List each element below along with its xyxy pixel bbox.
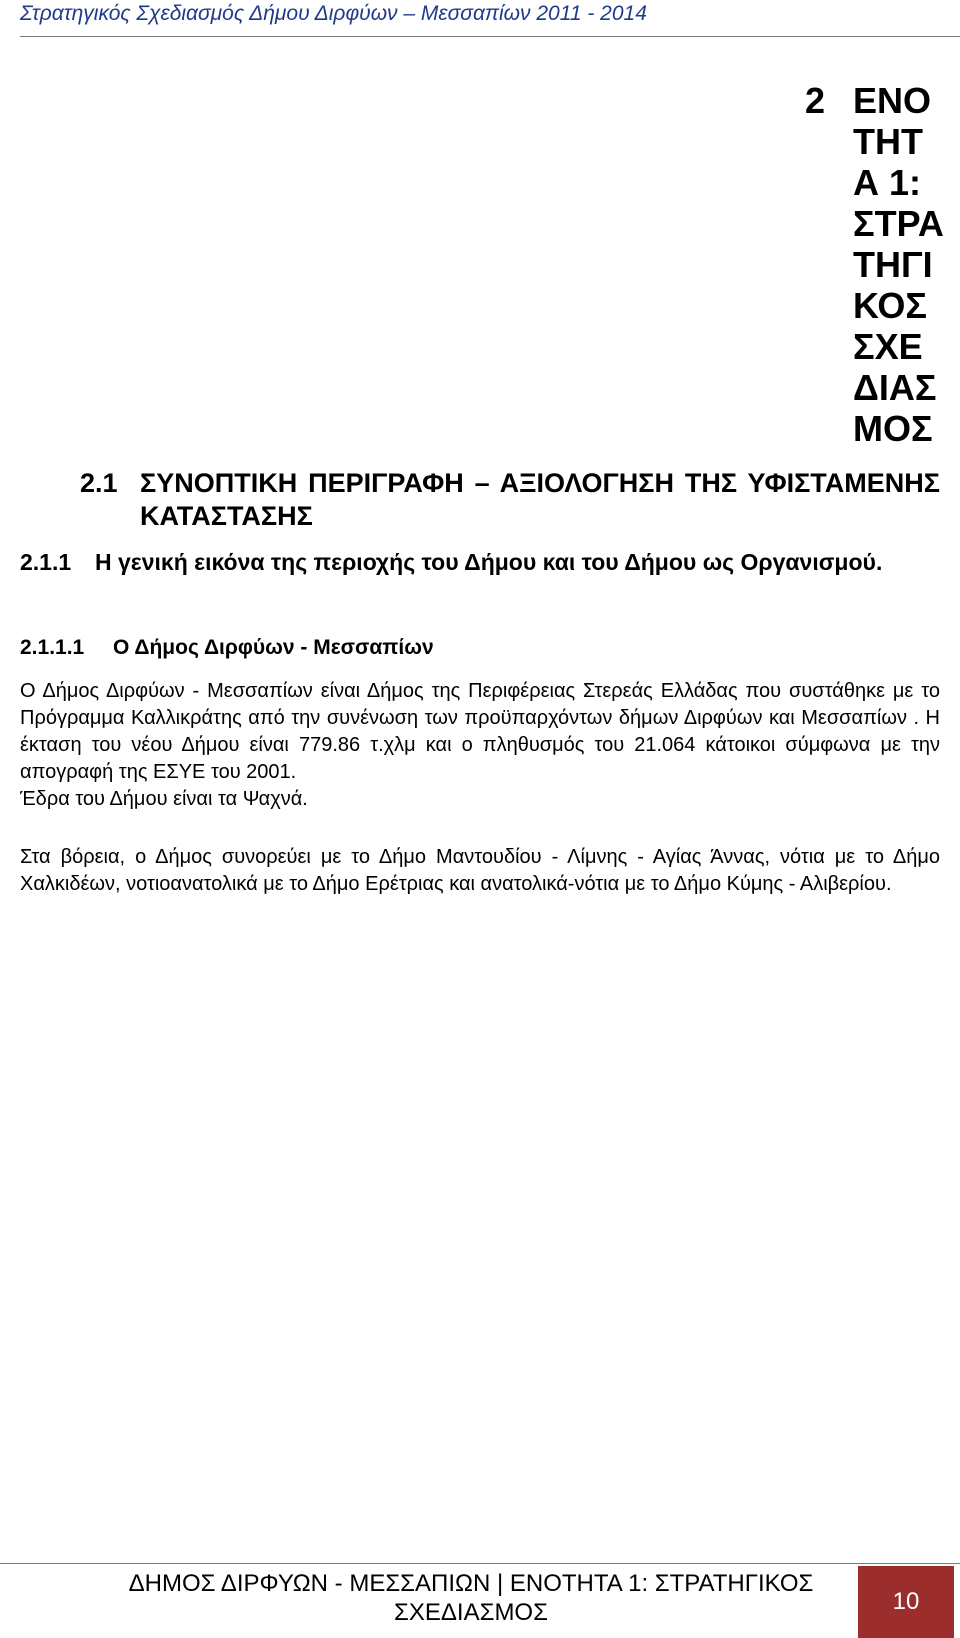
chapter-title-line: ΔΙΑΣ	[853, 367, 937, 408]
section-number: 2.1	[80, 468, 118, 498]
section-number: 2.1.1	[20, 549, 72, 575]
section-title: ΣΥΝΟΠΤΙΚΗ ΠΕΡΙΓΡΑΦΗ – ΑΞΙΟΛΟΓΗΣΗ ΤΗΣ ΥΦΙΣΤΑΜΕΝΗΣ ΚΑΤΑΣΤΑΣΗΣ	[140, 468, 940, 531]
chapter-title-line: ΜΟΣ	[853, 408, 933, 449]
chapter-title-line: ΤΗΤ	[853, 121, 923, 162]
section-title: Ο Δήμος Διρφύων - Μεσσαπίων	[113, 636, 434, 659]
paragraph-borders: Στα βόρεια, ο Δήμος συνορεύει με το Δήμο Μαντουδίου - Λίμνης - Αγίας Άννας, νότια με το Δήμο Χαλκιδέων, νοτιοανατολικά με το Δήμο Ερέτριας και ανατολικά-νότια με το Δήμο Κύμης - Αλιβερίου.	[20, 846, 940, 895]
section-title: Η γενική εικόνα της περιοχής του Δήμου και του Δήμου ως Οργανισμού.	[95, 549, 883, 575]
chapter-title-line: ΚΟΣ	[853, 285, 927, 326]
section-number: 2.1.1.1	[20, 636, 85, 659]
chapter-title-line: Α 1:	[853, 162, 922, 203]
running-header-title: Στρατηγικός Σχεδιασμός Δήμου Διρφύων – Μεσσαπίων 2011 - 2014	[20, 2, 647, 25]
chapter-title-line: ΣΧΕ	[853, 326, 923, 367]
header-divider	[20, 36, 960, 37]
chapter-title-line: ΕΝΟ	[853, 80, 932, 121]
section-heading-2-1-1-1	[20, 636, 434, 660]
footer-text: ΔΗΜΟΣ ΔΙΡΦΥΩΝ - ΜΕΣΣΑΠΙΩΝ | ΕΝΟΤΗΤΑ 1: ΣΤΡΑΤΗΓΙΚΟΣ ΣΧΕΔΙΑΣΜΟΣ	[128, 1570, 814, 1626]
paragraph-seat: Έδρα του Δήμου είναι τα Ψαχνά.	[20, 788, 308, 810]
chapter-title	[853, 80, 945, 449]
chapter-number: 2	[805, 80, 826, 121]
chapter-title-line: ΣΤΡΑ	[853, 203, 944, 244]
footer-divider	[0, 1563, 960, 1564]
page-number: 10	[892, 1588, 920, 1615]
chapter-title-line: ΤΗΓΙ	[853, 244, 933, 285]
page-number-box	[858, 1566, 954, 1638]
paragraph-municipality-overview: Ο Δήμος Διρφύων - Μεσσαπίων είναι Δήμος της Περιφέρειας Στερεάς Ελλάδας που συστάθηκε με το Πρόγραμμα Καλλικράτης από την συνένωση των προϋπαρχόντων δήμων Διρφύων και Μεσσαπίων . Η έκταση του νέου Δήμου είναι 779.86 τ.χλμ και ο πληθυσμός του 21.064 κάτοικοι σύμφωνα με την απογραφή της ΕΣΥΕ του 2001.	[20, 680, 940, 783]
